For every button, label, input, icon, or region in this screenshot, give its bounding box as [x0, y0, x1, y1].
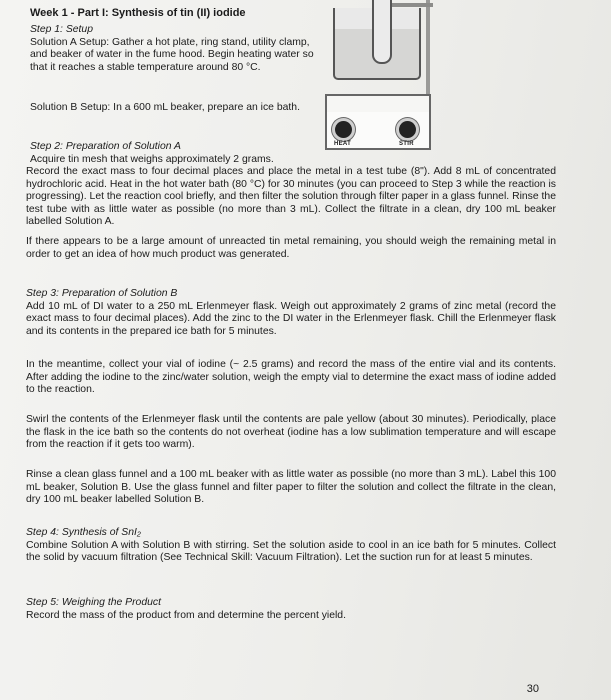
step3-paragraph-1: Add 10 mL of DI water to a 250 mL Erlenmeyer flask. Weigh out approximately 2 grams of zinc metal (record the exact mass to four decimal places). Add the zinc to the DI water in the Erlenmeyer flask. Chill the Erlenmeyer flask and its contents in the prepared ice bath for 5 minutes. [26, 300, 556, 337]
page-number: 30 [526, 683, 539, 695]
solution-b-setup: Solution B Setup: In a 600 mL beaker, prepare an ice bath. [30, 102, 300, 113]
step2-title: Step 2: Preparation of Solution A [30, 141, 181, 152]
test-tube [372, 0, 392, 64]
page-heading: Week 1 - Part I: Synthesis of tin (II) iodide [30, 7, 246, 19]
stir-label: STIR [399, 141, 414, 147]
step5-title: Step 5: Weighing the Product [26, 597, 161, 608]
step3-paragraph-3: Swirl the contents of the Erlenmeyer flask until the contents are pale yellow (about 30 minutes). Periodically, place the flask in the ice bath so the contents do not overheat (iodine has a low sublimation temperature and will escape from the reaction if it gets too warm). [26, 414, 556, 451]
step2-note: If there appears to be a large amount of unreacted tin metal remaining, you should weigh the remaining metal in order to get an idea of how much product was generated. [26, 236, 556, 260]
heat-label: HEAT [334, 141, 352, 147]
step1-section [30, 24, 322, 74]
utility-clamp [385, 3, 433, 7]
heat-knob-icon [332, 118, 355, 141]
step2-line1: Acquire tin mesh that weighs approximately 2 grams. [30, 153, 274, 165]
step2-paragraph: Record the exact mass to four decimal places and place the metal in a test tube (8"). Add 8 mL of concentrated hydrochloric acid. Heat in the hot water bath (80 °C) for 30 minutes (you can proceed to Step 3 while the reaction is progressing). Let the reaction cool briefly, and then filter the solution through filter paper in a glass funnel. Rinse the test tube with as little water as possible (no more than 3 mL). Collect the filtrate in a clean, dry 100 mL beaker labelled Solution A. [26, 166, 556, 228]
step4-paragraph: Combine Solution A with Solution B with stirring. Set the solution aside to cool in an ice bath for 5 minutes. Collect the solid by vacuum filtration (See Technical Skill: Vacuum Filtration). Let the suction run for at least 5 minutes. [26, 539, 556, 564]
step3-section [26, 288, 556, 338]
stir-knob-icon [396, 118, 419, 141]
solution-a-setup: Solution A Setup: Gather a hot plate, ring stand, utility clamp, and beaker of water in the fume hood. Begin heating water so that it reaches a stable temperature around 80 °C. [30, 36, 314, 73]
step4-section [26, 527, 556, 565]
step3-paragraph-4: Rinse a clean glass funnel and a 100 mL beaker with as little water as possible (no more than 3 mL). Label this 100 mL beaker, Solution B. Use the glass funnel and filter paper to filter the solution and collect the filtrate in the clean, dry 100 mL beaker labelled Solution B. [26, 469, 556, 506]
step4-title: Step 4: Synthesis of SnI₂ [26, 527, 141, 538]
hot-plate-top [325, 94, 431, 114]
step5-section [26, 597, 556, 622]
step3-title: Step 3: Preparation of Solution B [26, 288, 178, 299]
step1-title: Step 1: Setup [30, 24, 93, 35]
step5-paragraph: Record the mass of the product from and determine the percent yield. [26, 609, 346, 621]
step3-paragraph-2: In the meantime, collect your vial of iodine (~ 2.5 grams) and record the mass of the entire vial and its contents. After adding the iodine to the zinc/water solution, weigh the empty vial to determine the exact mass of iodine added to the reaction. [26, 359, 556, 396]
step2-section [30, 141, 322, 166]
hot-water-bath-illustration [325, 0, 435, 155]
